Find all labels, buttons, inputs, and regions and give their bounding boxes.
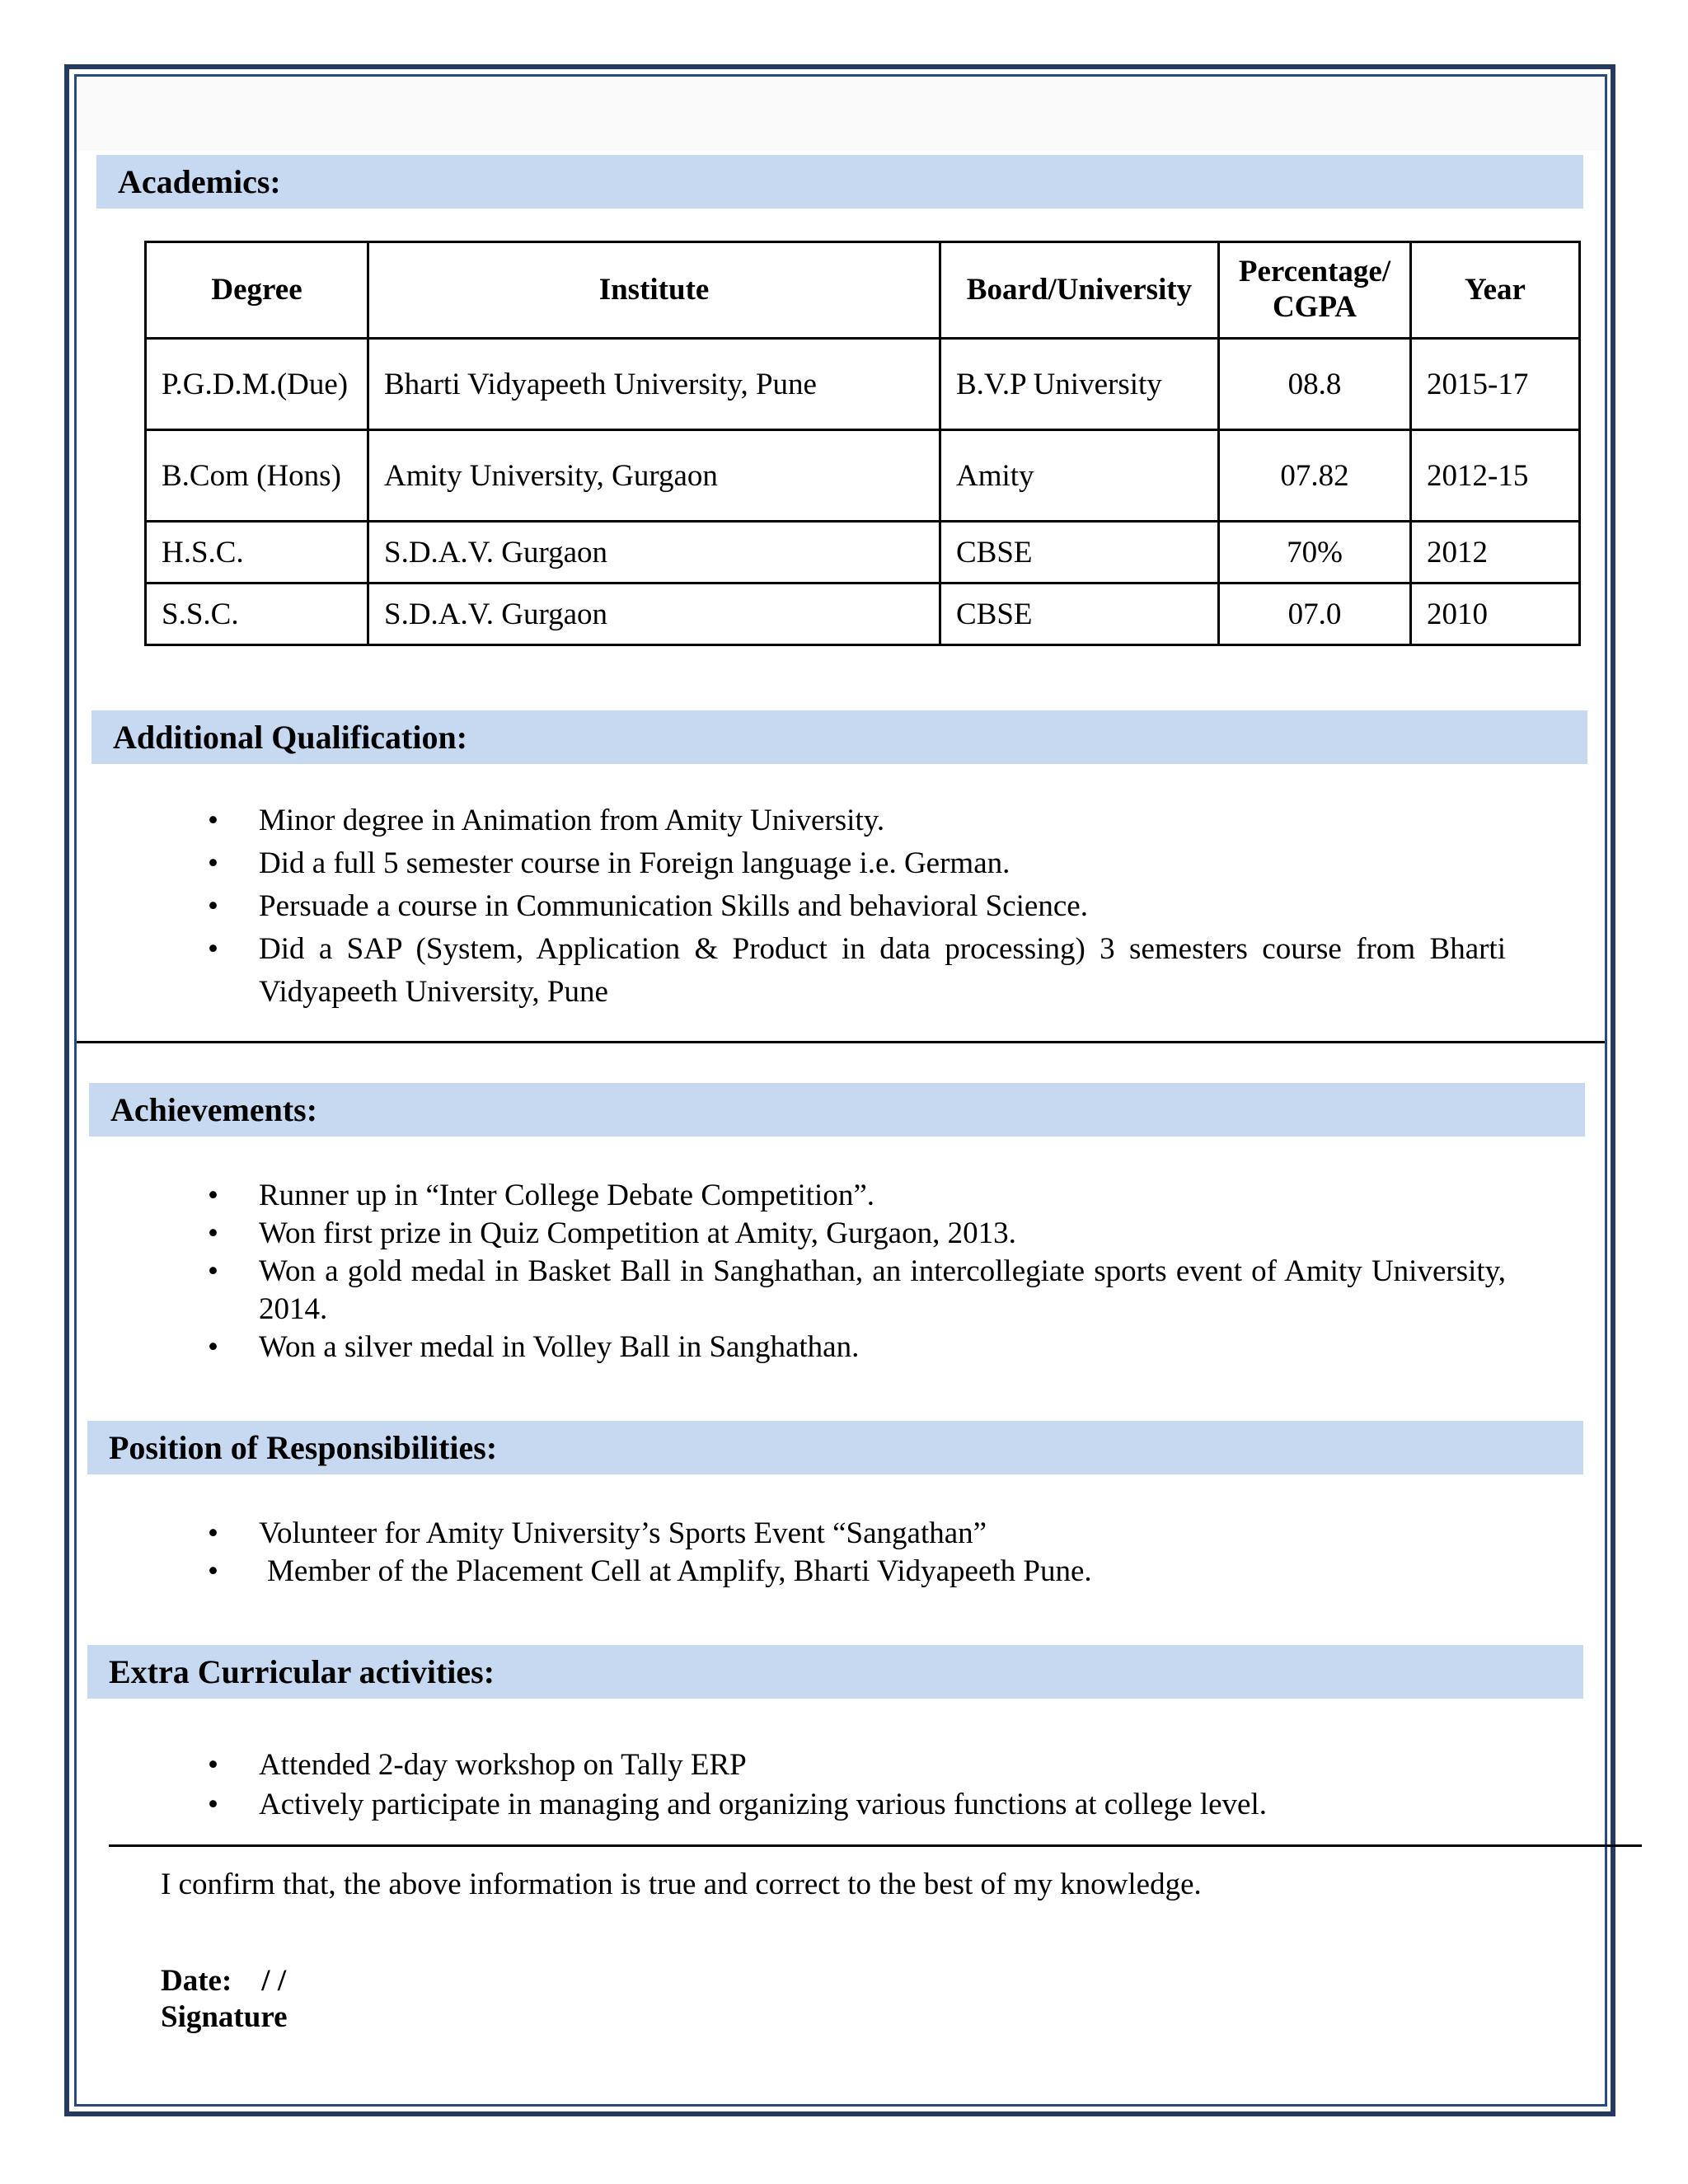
list-item [208,1515,1506,1553]
list-item [208,1329,1506,1366]
list-item [208,1553,1506,1591]
cell-year: 2015-17 [1411,339,1580,430]
list-item-text: Minor degree in Animation from Amity University. [259,804,885,837]
bullet-icon: • [208,1254,218,1288]
signature-label: Signature [161,2000,288,2034]
cell-institute: Amity University, Gurgaon [368,430,940,522]
section-heading-extra-curricular: Extra Curricular activities: [87,1645,1583,1699]
table-header-row [146,242,1580,339]
bullet-icon: • [208,846,218,880]
cell-degree: S.S.C. [146,583,368,645]
cell-year: 2010 [1411,583,1580,645]
section-heading-additional-qualification: Additional Qualification: [91,710,1587,764]
cell-board: CBSE [940,522,1219,583]
cell-percentage: 07.82 [1219,430,1411,522]
cell-institute: S.D.A.V. Gurgaon [368,583,940,645]
cell-degree: H.S.C. [146,522,368,583]
list-item-text: Runner up in “Inter College Debate Competition”. [259,1179,874,1212]
list-item [208,1253,1506,1329]
list-item [208,928,1506,1014]
cell-percentage: 70% [1219,522,1411,583]
footer-divider [109,1844,1642,1847]
cell-board: CBSE [940,583,1219,645]
percentage-label: Percentage/ [1238,255,1391,289]
cell-board: B.V.P University [940,339,1219,430]
date-label: Date: [161,1964,232,1998]
date-line [161,1963,286,1999]
list-item-text: Won first prize in Quiz Competition at Amity, Gurgaon, 2013. [259,1216,1016,1250]
additional-qualification-list [208,799,1506,1014]
bullet-icon: • [208,1748,218,1782]
cell-percentage: 07.0 [1219,583,1411,645]
positions-list [208,1515,1506,1591]
table-row [146,339,1580,430]
cell-degree: P.G.D.M.(Due) [146,339,368,430]
bullet-icon: • [208,1554,218,1588]
list-item-text: Won a gold medal in Basket Ball in Sanghathan, an intercollegiate sports event of Amity University, 2014. [259,1254,1506,1326]
bullet-icon: • [208,804,218,837]
confirmation-statement: I confirm that, the above information is true and correct to the best of my knowledge. [161,1868,1202,1901]
section-heading-academics: Academics: [96,155,1583,209]
column-header-year: Year [1411,242,1580,339]
top-band [77,77,1605,151]
list-item-text: Did a SAP (System, Application & Product in data processing) 3 semesters course from Bharti Vidyapeeth University, Pune [259,932,1506,1009]
list-item-text: Persuade a course in Communication Skills and behavioral Science. [259,889,1088,923]
list-item [208,1215,1506,1253]
bullet-icon: • [208,1788,218,1821]
bullet-icon: • [208,932,218,966]
list-item [208,1785,1506,1825]
column-header-degree: Degree [146,242,368,339]
bullet-icon: • [208,1330,218,1364]
list-item [208,885,1506,928]
table-row [146,583,1580,645]
list-item [208,799,1506,842]
achievements-list [208,1177,1506,1366]
bullet-icon: • [208,1516,218,1550]
cell-year: 2012 [1411,522,1580,583]
list-item-text: Did a full 5 semester course in Foreign language i.e. German. [259,846,1010,880]
column-header-percentage [1219,242,1411,339]
list-item [208,842,1506,885]
table-row [146,522,1580,583]
cell-degree: B.Com (Hons) [146,430,368,522]
list-item-text: Volunteer for Amity University’s Sports Event “Sangathan” [259,1516,987,1550]
list-item-text: Actively participate in managing and organizing various functions at college level. [259,1788,1268,1821]
academics-table [144,241,1578,646]
list-item-text: Attended 2-day workshop on Tally ERP [259,1748,747,1782]
section-heading-achievements: Achievements: [89,1083,1585,1137]
column-header-board: Board/University [940,242,1219,339]
column-header-institute: Institute [368,242,940,339]
cell-institute: S.D.A.V. Gurgaon [368,522,940,583]
cell-percentage: 08.8 [1219,339,1411,430]
date-value: / / [261,1964,287,1998]
cell-board: Amity [940,430,1219,522]
cgpa-label: CGPA [1272,290,1357,324]
list-item [208,1746,1506,1785]
list-item-text: Won a silver medal in Volley Ball in Sanghathan. [259,1330,860,1364]
section-heading-positions: Position of Responsibilities: [87,1421,1583,1474]
list-item-text: Member of the Placement Cell at Amplify, Bharti Vidyapeeth Pune. [267,1554,1092,1588]
list-item [208,1177,1506,1215]
extra-curricular-list [208,1746,1506,1825]
cell-institute: Bharti Vidyapeeth University, Pune [368,339,940,430]
bullet-icon: • [208,1216,218,1250]
table-row [146,430,1580,522]
bullet-icon: • [208,1179,218,1212]
section-divider [77,1041,1605,1043]
bullet-icon: • [208,889,218,923]
cell-year: 2012-15 [1411,430,1580,522]
